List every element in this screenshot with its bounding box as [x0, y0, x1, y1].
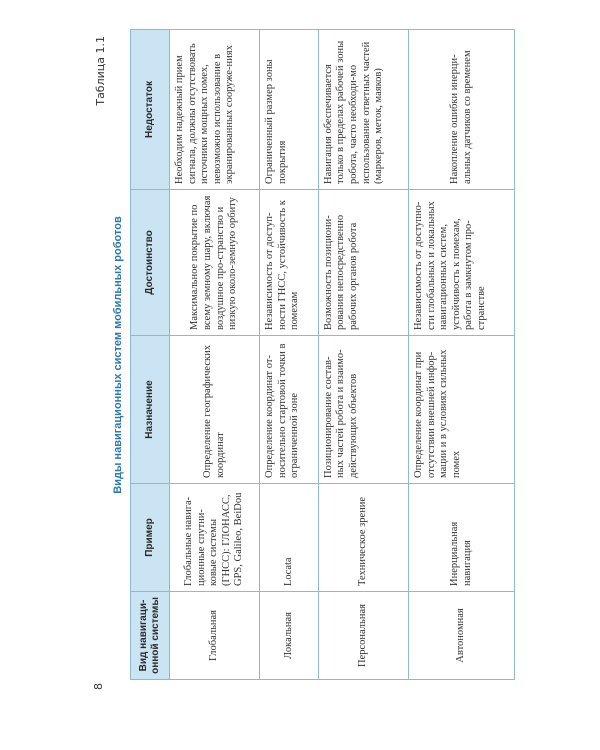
cell-purpose: Позиционирование состав-ных частей робота и взаимо-действующих объектов: [318, 336, 408, 484]
cell-example: Техническое зрение: [318, 484, 408, 592]
page-number: 8: [92, 683, 105, 690]
cell-advantage: Возможность позициони-рования непосредственно рабочих органов робота: [318, 190, 408, 336]
table-label: Таблица 1.1: [94, 36, 107, 106]
cell-disadvantage: Навигация обеспечивается только в пределах рабочей зоны робота, часто необходи-мо использование ответных частей (маркеров, меток, маяков): [318, 30, 408, 190]
table-title: Виды навигационных систем мобильных роботов: [112, 216, 124, 494]
table-row: [409, 30, 515, 680]
column-header: Достоинство: [131, 190, 170, 336]
cell-advantage: Независимость от доступ-ности ГНСС, устойчивость к помехам: [260, 190, 319, 336]
cell-advantage: Максимальное покрытие по всему земному шару, включая воздушное про-странство и низкую около-земную орбиту: [170, 190, 260, 336]
column-header: Недостаток: [131, 30, 170, 190]
cell-kind: Локальная: [260, 592, 319, 680]
cell-purpose: Определение координат при отсутствии внешней инфор-мации и в условиях сильных помех: [409, 336, 515, 484]
table-row: [170, 30, 260, 680]
column-header: Вид навигаци-онной системы: [131, 592, 170, 680]
cell-purpose: Определение географических координат: [170, 336, 260, 484]
column-header: Пример: [131, 484, 170, 592]
navigation-systems-table: [130, 29, 515, 680]
cell-kind: Автономная: [409, 592, 515, 680]
rotated-page-content: [94, 30, 515, 680]
cell-disadvantage: Накопление ошибки инерци-альных датчиков со временем: [409, 30, 515, 190]
cell-advantage: Независимость от доступно-сти глобальных и локальных навигационных систем, устойчивость к помехам, работа в замкнутом про-странстве: [409, 190, 515, 336]
cell-example: Инерциальная навигация: [409, 484, 515, 592]
cell-example: Locata: [260, 484, 319, 592]
table-row: [318, 30, 408, 680]
cell-disadvantage: Необходим надежный прием сигнала, должны отсутствовать источники мощных помех, невозможно использование в экранированных сооруже-ниях: [170, 30, 260, 190]
cell-disadvantage: Ограниченный размер зоны покрытия: [260, 30, 319, 190]
cell-purpose: Определение координат от-носительно стартовой точки в ограниченной зоне: [260, 336, 319, 484]
table-header-row: [131, 30, 170, 680]
table-row: [260, 30, 319, 680]
cell-kind: Глобальная: [170, 592, 260, 680]
cell-example: Глобальные навига-ционные спутни-ковые системы (ГНСС): ГЛОНАСС, GPS, Galileo, BeiDou: [170, 484, 260, 592]
cell-kind: Персональная: [318, 592, 408, 680]
column-header: Назначение: [131, 336, 170, 484]
